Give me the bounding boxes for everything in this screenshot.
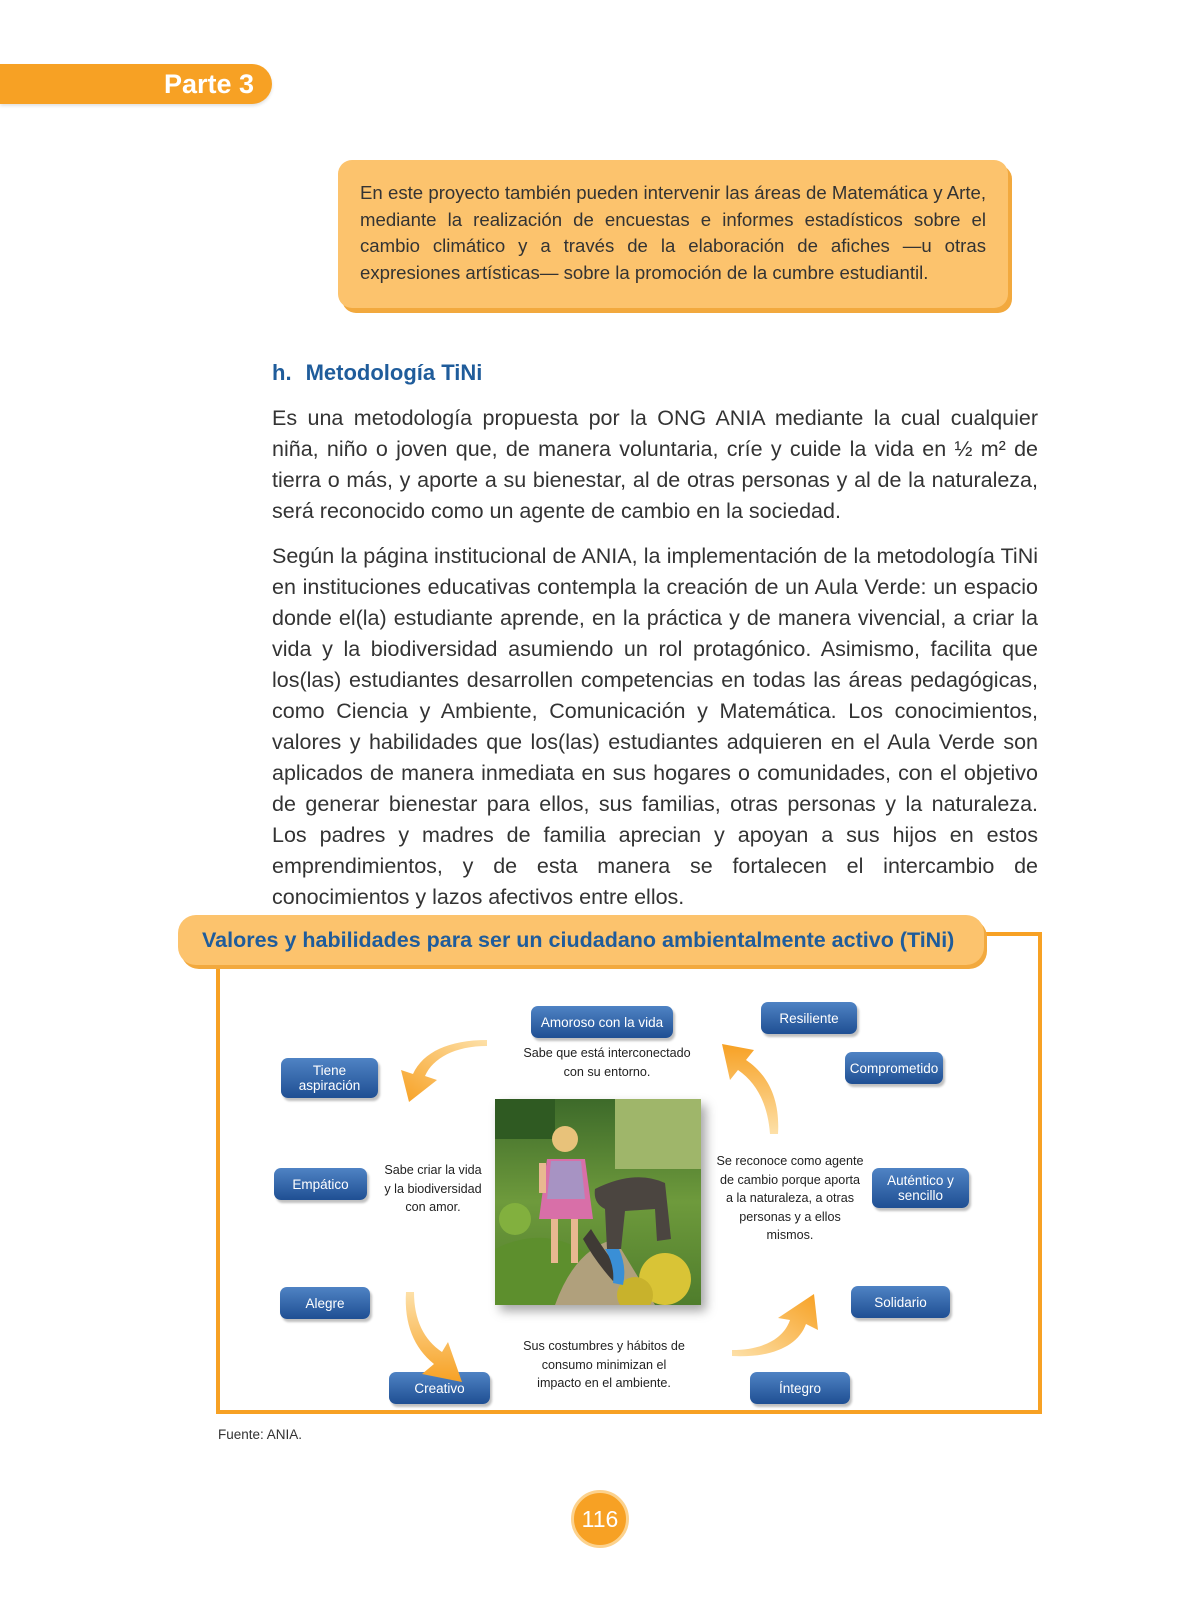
value-tiene-aspiracion: Tiene aspiración xyxy=(281,1058,378,1098)
part-label: Parte 3 xyxy=(164,69,255,99)
section-letter: h. xyxy=(272,360,292,385)
value-creativo: Creativo xyxy=(389,1372,490,1404)
diagram-title: Valores y habilidades para ser un ciudadano ambientalmente activo (TiNi) xyxy=(178,915,984,965)
diagram-frame-edge xyxy=(982,932,1042,936)
page-number: 116 xyxy=(571,1490,629,1548)
curved-arrow-icon xyxy=(718,1040,788,1140)
description-top: Sabe que está interconectado con su entorno. xyxy=(523,1046,691,1079)
section-title: Metodología TiNi xyxy=(305,360,483,385)
value-integro: Íntegro xyxy=(750,1372,850,1404)
value-empatico: Empático xyxy=(274,1168,367,1200)
value-alegre: Alegre xyxy=(280,1287,370,1319)
curved-arrow-icon xyxy=(395,1040,495,1110)
value-comprometido: Comprometido xyxy=(845,1052,943,1084)
description-bottom: Sus costumbres y hábitos de consumo minimizan el impacto en el ambiente. xyxy=(523,1339,685,1391)
part-tab xyxy=(0,64,272,104)
note-box xyxy=(338,160,1008,308)
child-with-dog-photo xyxy=(495,1099,701,1305)
section-heading xyxy=(272,360,482,386)
source-note: Fuente: ANIA. xyxy=(218,1427,303,1442)
paragraph-2: Según la página institucional de ANIA, la implementación de la metodología TiNi en instituciones educativas contempla la creación de un Aula Verde: un espacio donde el(la) estudiante aprende, en la práctica y de manera vivencial, a criar la vida y la biodiversidad asumiendo un rol protagónico. Asimismo, facilita que los(las) estudiantes desarrollen competencias en todas las áreas pedagógicas, como Ciencia y Ambiente, Comunicación y Matemática. Los conocimientos, valores y habilidades que los(las) estudiantes adquieren en el Aula Verde son aplicados de manera inmediata en sus hogares o comunidades, con el objetivo de generar bienestar para ellos, sus familias, otras personas y la naturaleza. Los padres y madres de familia aprecian y apoyan a sus hijos en estos emprendimientos, y de esta manera se fortalecen el intercambio de conocimientos y lazos afectivos entre ellos. xyxy=(272,544,1038,909)
value-resiliente: Resiliente xyxy=(761,1002,857,1034)
value-amoroso: Amoroso con la vida xyxy=(531,1006,673,1038)
curved-arrow-icon xyxy=(400,1288,470,1388)
description-right: Se reconoce como agente de cambio porque aporta a la naturaleza, a otras personas y a ellos mismos. xyxy=(716,1154,864,1243)
value-solidario: Solidario xyxy=(851,1286,950,1318)
note-text: En este proyecto también pueden intervenir las áreas de Matemática y Arte, mediante la realización de encuestas e informes estadísticos sobre el cambio climático y a través de la elaboración de afiches —u otras expresiones artísticas— sobre la promoción de la cumbre estudiantil. xyxy=(360,182,986,283)
curved-arrow-icon xyxy=(728,1290,828,1360)
value-autentico: Auténtico y sencillo xyxy=(872,1168,969,1208)
description-left: Sabe criar la vida y la biodiversidad con amor. xyxy=(384,1163,482,1215)
paragraph-1: Es una metodología propuesta por la ONG ANIA mediante la cual cualquier niña, niño o joven que, de manera voluntaria, críe y cuide la vida en ½ m² de tierra o más, y aporte a su bienestar, al de otras personas y al de la naturaleza, será reconocido como un agente de cambio en la sociedad. xyxy=(272,406,1038,523)
